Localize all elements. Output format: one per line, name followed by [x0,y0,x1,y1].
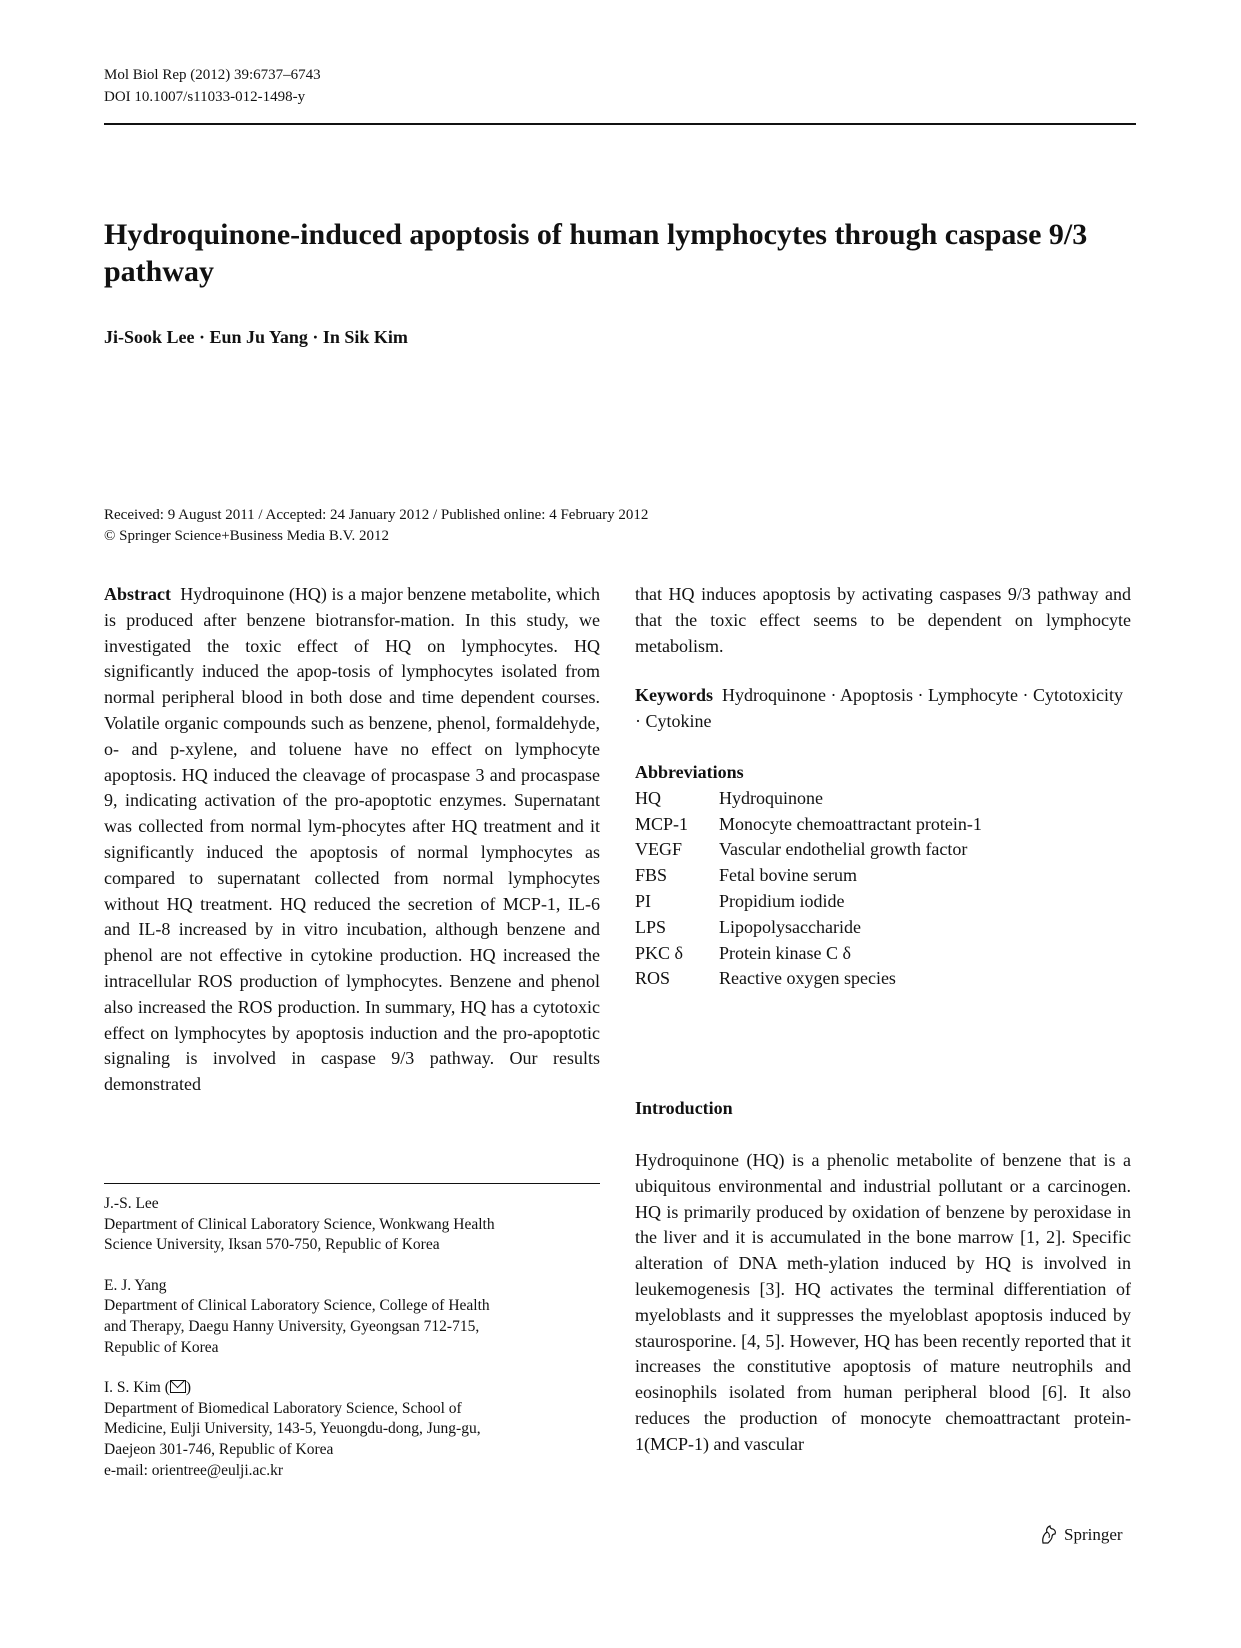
publication-dates [104,505,648,547]
abbreviation-code: ROS [635,968,671,989]
affiliation-author: J.-S. Lee [104,1195,159,1212]
article-title: Hydroquinone-induced apoptosis of human lymphocytes through caspase 9/3 pathway [104,218,1088,288]
abbreviation-code: LPS [635,916,667,937]
affiliation-author: I. S. Kim [104,1379,161,1397]
abbreviation-row [635,966,982,992]
journal-header [104,64,321,108]
abbreviation-row [635,941,982,967]
journal-citation: Mol Biol Rep (2012) 39:6737–6743 [104,67,321,83]
abbreviation-row [635,863,982,889]
abbreviations-table [635,786,982,992]
abbreviation-code: PI [635,890,652,911]
keywords [635,683,1131,735]
affiliation-line: Science University, Iksan 570-750, Republic of Korea [104,1236,440,1254]
affiliation-rule [104,1183,600,1184]
affiliation-author-corresponding: I. S. Kim ( ) [104,1379,192,1397]
abbreviation-row [635,786,982,812]
affiliation-email: e-mail: orientree@eulji.ac.kr [104,1461,284,1479]
affiliation-line: Medicine, Eulji University, 143-5, Yeuongdu-dong, Jung-gu, [104,1420,481,1438]
affiliation-line: Department of Clinical Laboratory Science, College of Health [104,1297,490,1315]
copyright-line: © Springer Science+Business Media B.V. 2012 [104,528,389,544]
abbreviation-row [635,915,982,941]
introduction-heading: Introduction [635,1098,733,1118]
abbreviation-meaning: Lipopolysaccharide [719,916,861,937]
abbreviation-row [635,837,982,863]
left-column [104,582,600,1098]
introduction-text: Hydroquinone (HQ) is a phenolic metabolite of benzene that is a ubiquitous environmental and industrial pollutant or a carcinogen. HQ is primarily produced by oxidation of benzene by peroxidase in the liver and it is accumulated in the bone marrow [1, 2]. Specific alteration of DNA meth-ylation induced by HQ is involved in leukemogenesis [3]. HQ activates the terminal differentiation of myeloblasts and it suppresses the myeloblast apoptosis induced by staurosporine. [4, 5]. However, HQ has been recently reported that it increases the constitutive apoptosis of mature neutrophils and eosinophils isolated from human peripheral blood [6]. It also reduces the production of monocyte chemoattractant protein-1(MCP-1) and vascular [635,1150,1131,1454]
affiliation-line: Republic of Korea [104,1338,219,1356]
abbreviation-meaning: Reactive oxygen species [719,968,896,989]
affiliation [104,1194,600,1256]
abbreviation-meaning: Propidium iodide [719,890,845,911]
publisher-name: Springer [1064,1525,1123,1544]
abbreviation-code: PKC δ [635,942,683,963]
abbreviation-meaning: Monocyte chemoattractant protein-1 [719,813,982,834]
affiliation-line: Daejeon 301-746, Republic of Korea [104,1440,334,1458]
affiliation-line: Department of Clinical Laboratory Science, Wonkwang Health [104,1215,495,1233]
affiliation-line: and Therapy, Daegu Hanny University, Gyeongsan 712-715, [104,1317,480,1335]
introduction-body [635,1148,1131,1458]
abstract-continuation: that HQ induces apoptosis by activating caspases 9/3 pathway and that the toxic effect seems to be dependent on lymphocyte metabolism. [635,584,1131,656]
abbreviation-code: FBS [635,865,668,886]
abbreviation-row [635,812,982,838]
keywords-label: Keywords [635,685,713,706]
abbreviation-meaning: Fetal bovine serum [719,865,857,886]
affiliation-line: Department of Biomedical Laboratory Science, School of [104,1399,462,1417]
springer-horse-icon [1038,1524,1060,1546]
affiliation [104,1378,600,1481]
doi: DOI 10.1007/s11033-012-1498-y [104,89,306,105]
abstract-text: Hydroquinone (HQ) is a major benzene metabolite, which is produced after benzene biotransfor-mation. In this study, we investigated the toxic effect of HQ on lymphocytes. HQ significantly induced the apop-tosis of lymphocytes isolated from normal peripheral blood in both dose and time dependent courses. Volatile organic compounds such as benzene, phenol, formaldehyde, o- and p-xylene, and toluene have no effect on lymphocyte apoptosis. HQ induced the cleavage of procaspase 3 and procaspase 9, indicating activation of the pro-apoptotic enzymes. Supernatant was collected from normal lym-phocytes after HQ treatment and it significantly induced the apoptosis of normal lymphocytes as compared to supernatant collected from normal lymphocytes without HQ treatment. HQ reduced the secretion of MCP-1, IL-6 and IL-8 increased by in vitro incubation, although benzene and phenol are not effective in cytokine production. HQ increased the intracellular ROS production of lymphocytes. Benzene and phenol also increased the ROS production. In summary, HQ has a cytotoxic effect on lymphocytes by apoptosis induction and the pro-apoptotic signaling is involved in caspase 9/3 pathway. Our results demonstrated [104,584,601,1095]
affiliation [104,1276,600,1358]
abbreviation-meaning: Vascular endothelial growth factor [719,839,968,860]
affiliation-author: E. J. Yang [104,1276,167,1294]
abbreviations-heading: Abbreviations [635,761,744,782]
envelope-icon [170,1380,186,1393]
abbreviation-code: VEGF [635,839,683,860]
abstract [104,582,600,1098]
author-list: Ji-Sook Lee · Eun Ju Yang · In Sik Kim [104,327,408,347]
abbreviation-row [635,889,982,915]
publisher-logo [1038,1524,1123,1546]
dates-line: Received: 9 August 2011 / Accepted: 24 January 2012 / Published online: 4 February 2012 [104,507,649,523]
abstract-label: Abstract [104,584,171,604]
header-rule [104,123,1136,125]
abbreviation-meaning: Protein kinase C δ [719,942,851,963]
abbreviation-code: HQ [635,787,661,808]
affiliations [104,1194,600,1501]
abbreviation-meaning: Hydroquinone [719,787,823,808]
abbreviation-code: MCP-1 [635,813,689,834]
keywords-text: Hydroquinone · Apoptosis · Lymphocyte · Cytotoxicity · Cytokine [635,685,1123,732]
right-column [635,582,1131,992]
